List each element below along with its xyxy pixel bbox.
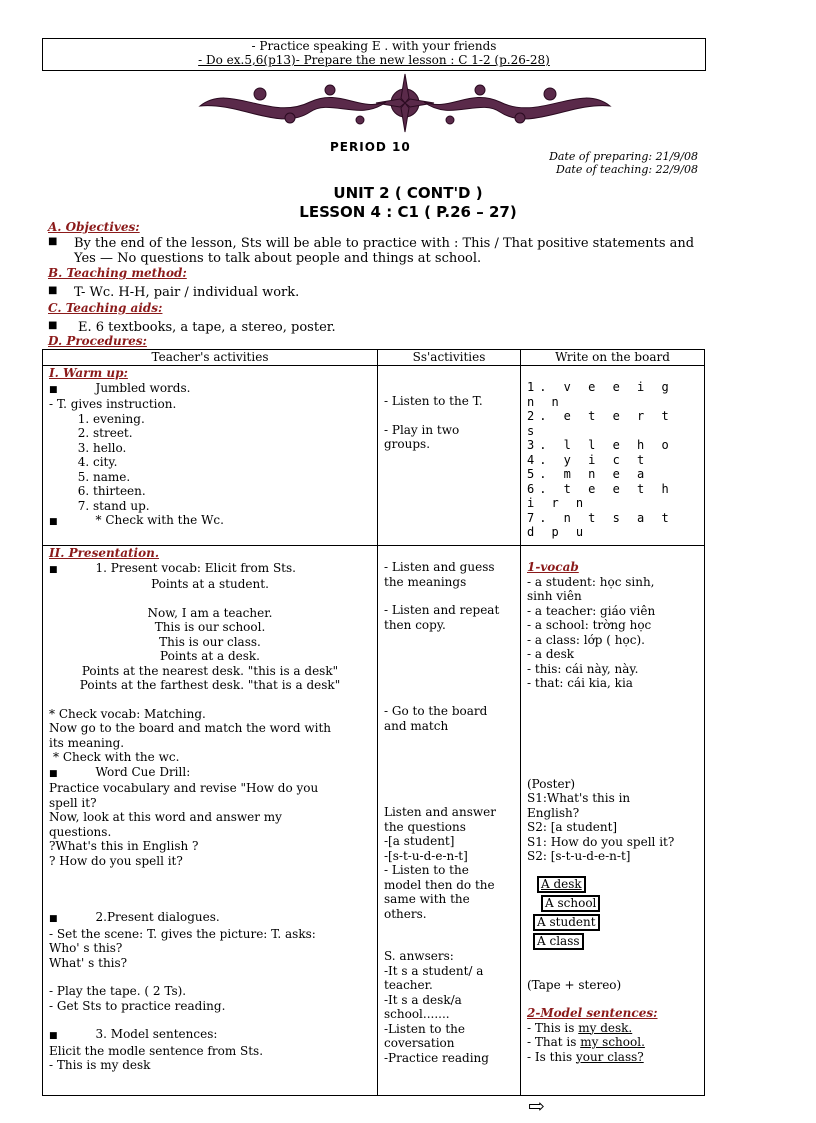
word-card-desk: A desk — [537, 876, 586, 893]
presentation-teacher-cell: II. Presentation. ■ 1. Present vocab: Elicit from Sts. Points at a student. Now, I am a teacher. This is our school. This is our class. Points at a desk. Points at the nearest desk. "this is a desk" Points at the farthest desk. "that is a desk" * Check vocab: Matching. Now go to the board and match the word with its meaning. * Check with the wc. ■ Word Cue Drill: Practice vocabulary and revise "How do you spell it? Now, look at this word and answer my questions. ?What's this in English ? ? How do you spell it? ■ 2.Present dialogues. - Set the scene: T. gives the picture: T. asks: Who' s this? What' s this? - Play the tape. ( 2 Ts). - Get Sts to practice reading. ■ 3. Model sentences: Elicit the modle sentence from Sts. - This is my desk — [43, 546, 378, 1096]
word-card-school: A school — [541, 895, 600, 912]
presentation-row — [43, 546, 705, 1096]
homework-line-1: - Practice speaking E . with your friends — [251, 39, 497, 53]
procedures-heading: D. Procedures: — [48, 334, 147, 348]
date-preparing: Date of preparing: 21/9/08 — [549, 150, 698, 163]
homework-line-2: - Do ex.5,6(p13)- Prepare the new lesson : C 1-2 (p.26-28) — [198, 53, 550, 67]
unit-title: UNIT 2 ( CONT'D ) — [333, 184, 483, 202]
warmup-heading: I. Warm up: — [49, 366, 128, 380]
warmup-row — [43, 366, 705, 546]
date-teaching: Date of teaching: 22/9/08 — [556, 163, 698, 176]
col-students: Ss'activities — [378, 350, 521, 366]
objectives-heading: A. Objectives: — [48, 220, 140, 234]
lesson-title: LESSON 4 : C1 ( P.26 – 27) — [299, 203, 517, 221]
presentation-board-cell: 1-vocab - a student: học sinh, sinh viên - a teacher: giáo viên - a school: trờng học - a class: lớp ( học). - a desk - this: cái này, này. - that: cái kia, kia (Poster) S1:What's this in English? S2: [a student] S1: How do you spell it? S2: [s-t-u-d-e-n-t] A desk A school A student A class (Tape + stereo) 2-Model sentences: - This is my desk. - That is my school. - Is this your class? — [521, 546, 705, 1096]
method-heading: B. Teaching method: — [48, 266, 187, 280]
warmup-teacher-cell: I. Warm up: ■ Jumbled words. - T. gives instruction. 1. evening. 2. street. 3. hello. 4. city. 5. name. 6. thirteen. 7. stand up. ■ * Check with the Wc. — [43, 366, 378, 546]
warmup-students-cell: - Listen to the T. - Play in two groups. — [378, 366, 521, 546]
warmup-board-cell: 1. v e e i g n n 2. e t e r t s 3. l l e h o 4. y i c t 5. m n e a 6. t e e t h i r n 7. n t s a t d p u — [521, 366, 705, 546]
ornament-divider-icon — [190, 72, 620, 134]
aids-heading: C. Teaching aids: — [48, 301, 163, 315]
table-header-row — [43, 350, 705, 366]
presentation-students-cell: - Listen and guess the meanings - Listen and repeat then copy. - Go to the board and match Listen and answer the questions -[a student] -[s-t-u-d-e-n-t] - Listen to the model then do the same with the others. S. anwsers: -It s a student/ a teacher. -It s a desk/a school....... -Listen to the coversation -Practice reading — [378, 546, 521, 1096]
col-teacher: Teacher's activities — [43, 350, 378, 366]
homework-box — [42, 38, 706, 71]
procedures-table — [42, 349, 705, 1096]
col-board: Write on the board — [521, 350, 705, 366]
word-card-class: A class — [533, 933, 584, 950]
presentation-heading: II. Presentation. — [49, 546, 160, 560]
next-page-arrow-icon: ⇨ — [528, 1094, 545, 1118]
warmup-word-list: 1. evening. 2. street. 3. hello. 4. city. 5. name. 6. thirteen. 7. stand up. — [49, 412, 371, 514]
word-card-student: A student — [533, 914, 600, 931]
lesson-dates — [549, 150, 698, 176]
model-sentences-heading: 2-Model sentences: — [527, 1006, 658, 1020]
period-label: PERIOD 10 — [330, 140, 411, 154]
vocab-heading: 1-vocab — [527, 560, 579, 574]
